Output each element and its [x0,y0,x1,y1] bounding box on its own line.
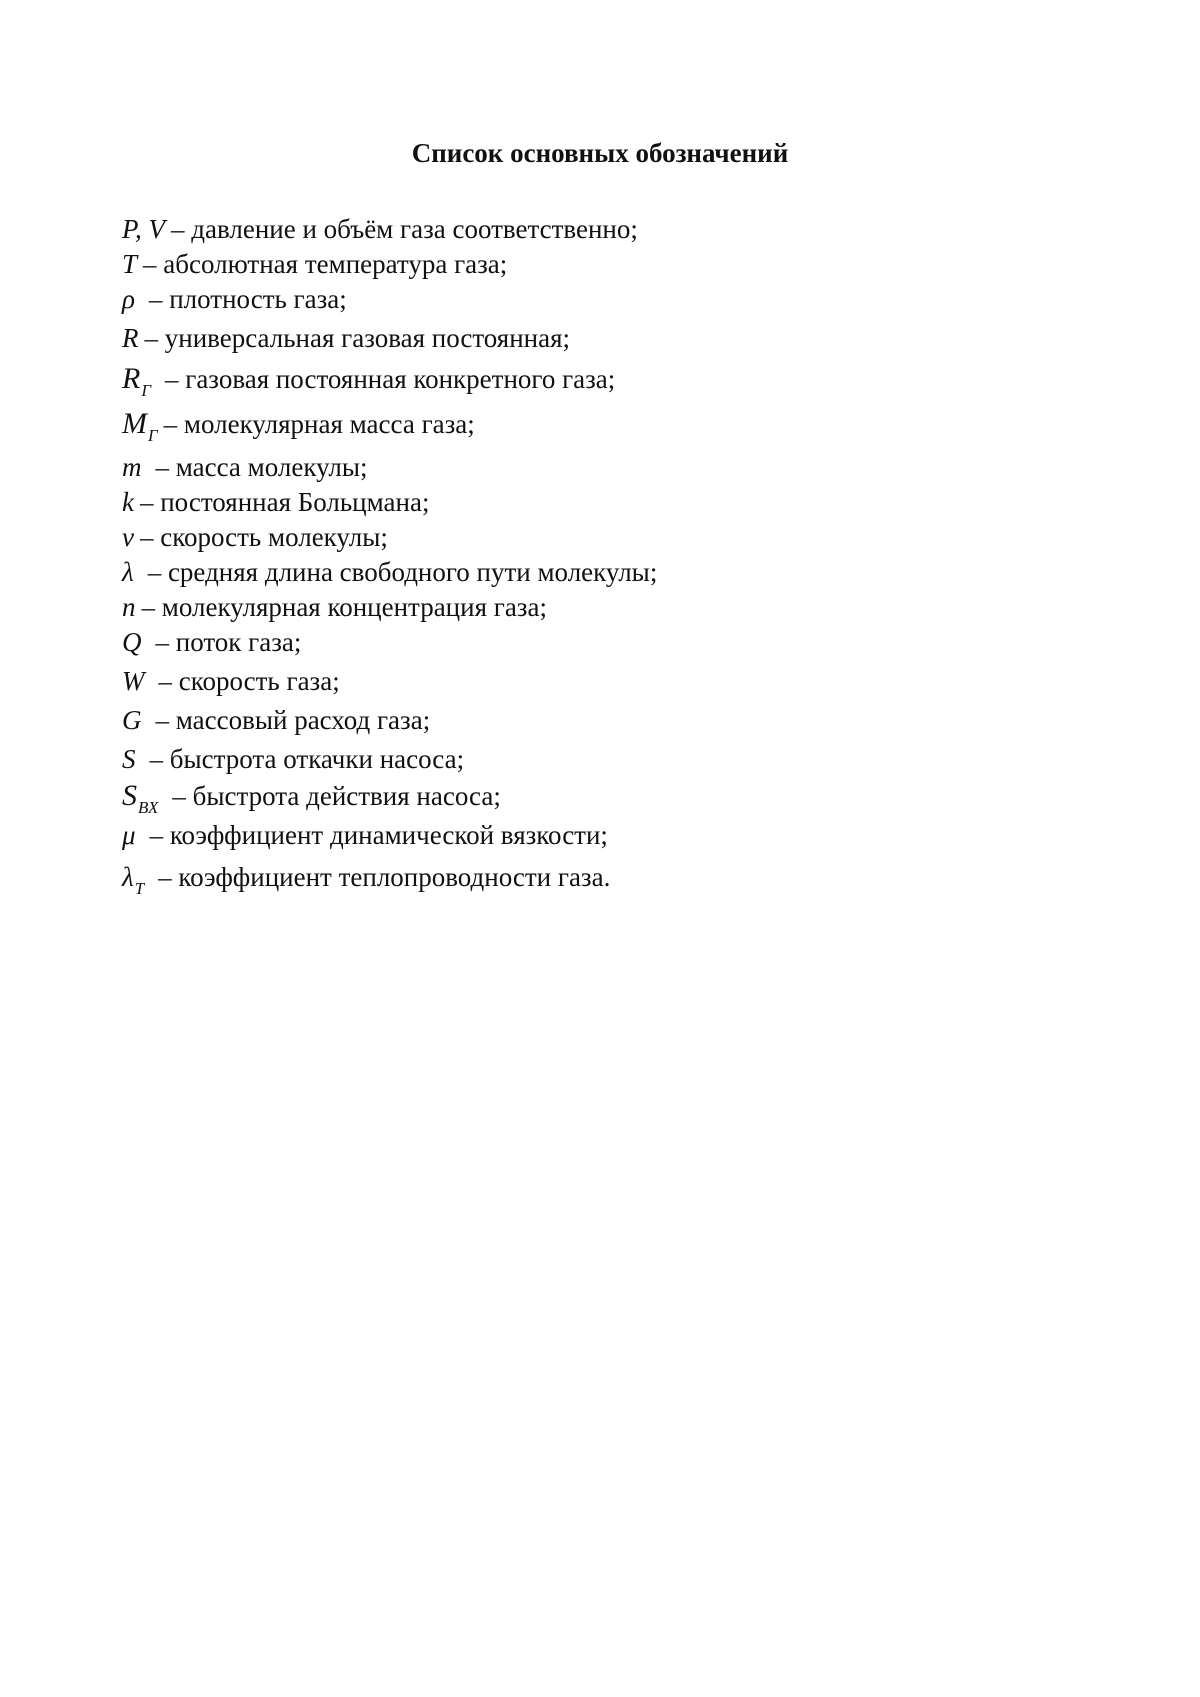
notation-description: – скорость молекулы; [139,522,388,552]
list-item [122,362,615,400]
notation-symbol: T [122,249,138,279]
notation-description: – абсолютная температура газа; [143,249,508,279]
notation-description: – быстрота действия насоса; [172,781,501,811]
notation-symbol: ρ [122,284,135,314]
notation-symbol: P, V [122,214,166,244]
list-item [122,860,610,898]
notation-symbol: R [122,323,139,353]
notation-symbol: S [122,779,137,812]
notation-description: – давление и объём газа соответственно; [171,214,638,244]
list-item [122,212,638,246]
list-item [122,485,429,519]
list-item [122,247,507,281]
notation-symbol: Q [122,627,142,657]
notation-description: – масса молекулы; [155,452,368,482]
notation-description: – постоянная Больцмана; [139,487,430,517]
notation-description: – средняя длина свободного пути молекулы; [147,557,658,587]
notation-symbol: M [122,407,147,440]
list-item [122,703,430,737]
notation-description: – быстрота откачки насоса; [149,744,465,774]
list-item [122,407,475,445]
notation-symbol: λ [122,862,134,892]
list-item [122,625,301,659]
notation-description: – поток газа; [155,627,302,657]
list-item [122,282,347,316]
notation-subscript: Г [141,381,151,400]
notation-description: – молекулярная концентрация газа; [141,592,547,622]
notation-subscript: ВХ [138,798,159,817]
notation-description: – универсальная газовая постоянная; [144,323,571,353]
notation-symbol: v [122,522,134,552]
notation-symbol: G [122,705,142,735]
notation-description: – газовая постоянная конкретного газа; [165,364,616,394]
page-title: Список основных обозначений [411,138,789,168]
list-item [122,779,501,817]
notation-description: – плотность газа; [148,284,347,314]
notation-subscript: Г [148,426,158,445]
list-item [122,555,657,589]
notation-symbol: k [122,487,134,517]
notation-description: – коэффициент динамической вязкости; [149,820,608,850]
notation-symbol: W [122,666,145,696]
list-item [122,590,547,624]
notation-description: – скорость газа; [158,666,340,696]
notation-description: – массовый расход газа; [155,705,431,735]
list-item [122,664,340,698]
notation-description: – молекулярная масса газа; [163,409,475,439]
list-item [122,742,464,776]
notation-symbol: R [122,362,141,395]
list-item [122,450,368,484]
list-item [122,520,388,554]
notation-symbol: μ [122,820,136,850]
list-item [122,818,608,852]
list-item [122,321,570,355]
notation-symbol: n [122,592,136,622]
notation-symbol: λ [122,557,134,587]
notation-symbol: m [122,452,142,482]
notation-symbol: S [122,744,136,774]
notation-subscript: T [134,879,145,898]
notation-description: – коэффициент теплопроводности газа. [158,862,611,892]
